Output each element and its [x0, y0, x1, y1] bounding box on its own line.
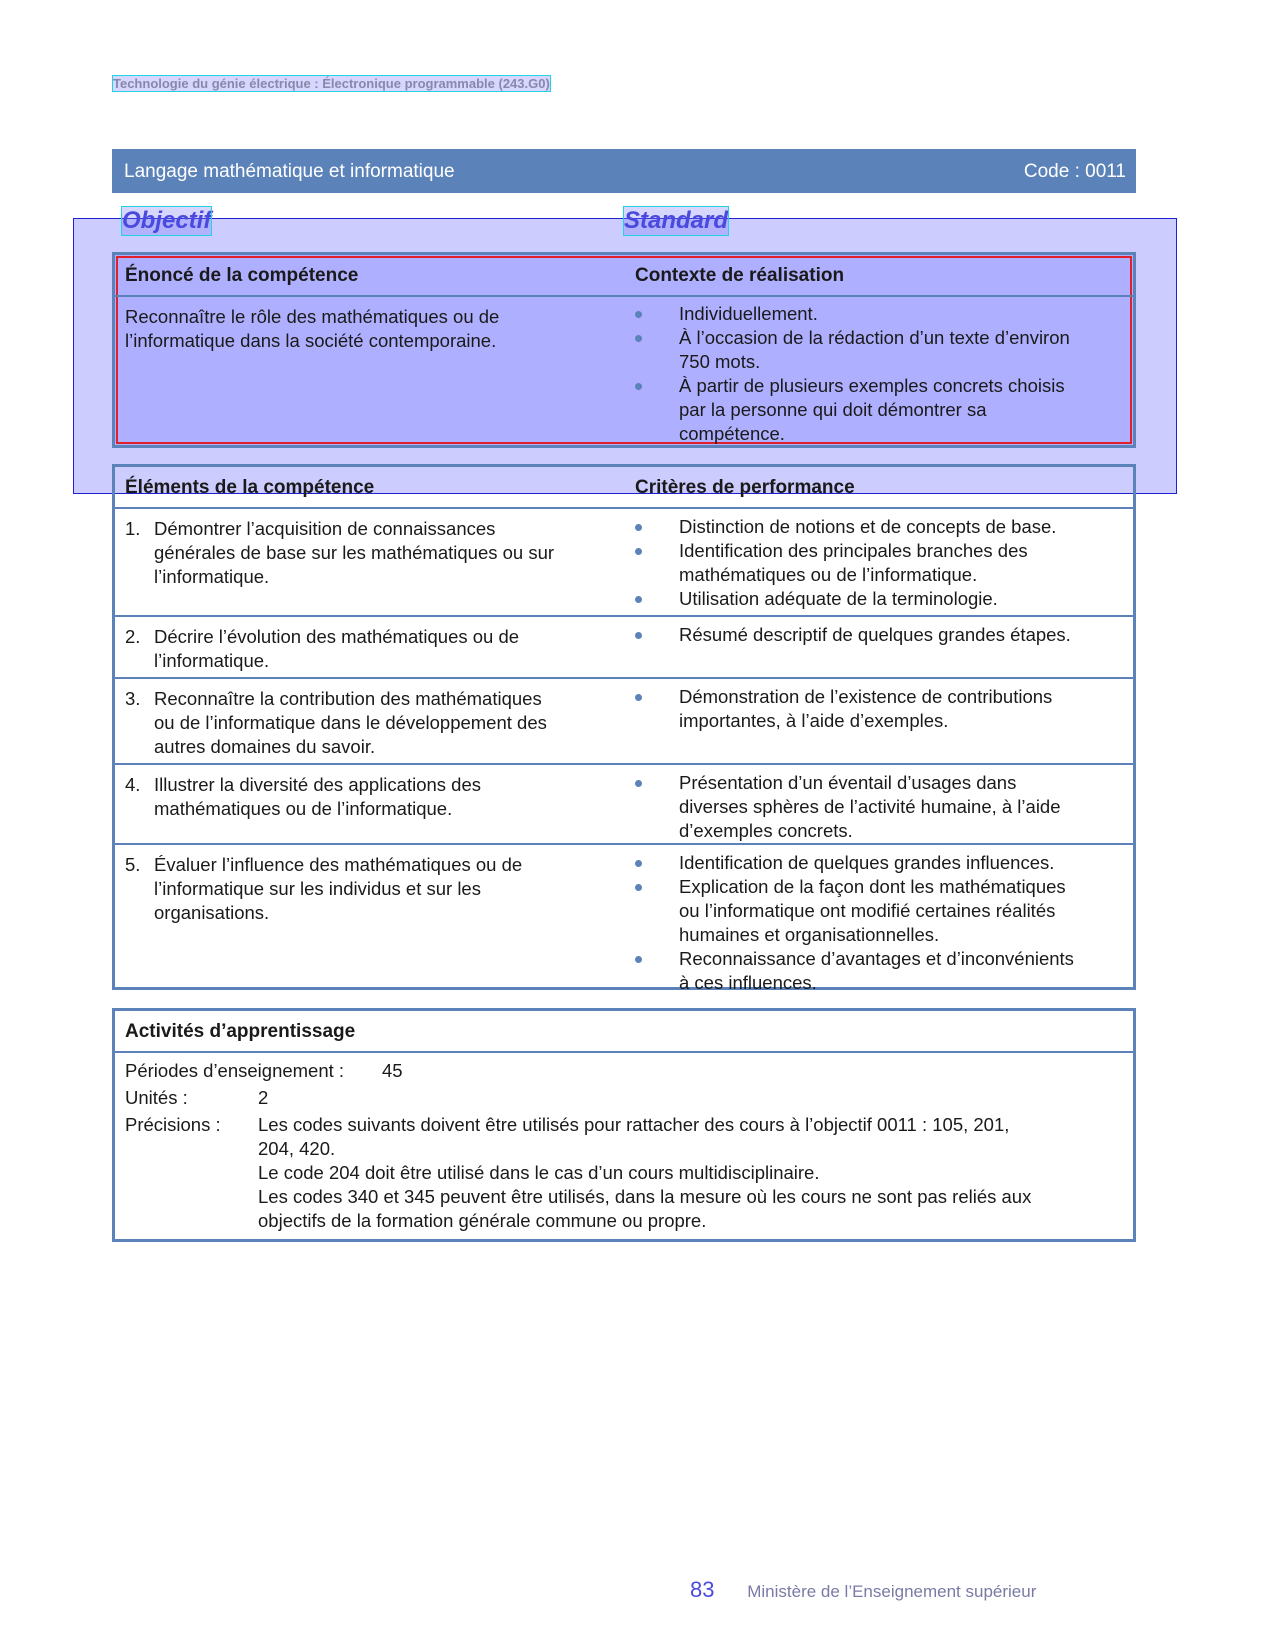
contexte-item: À partir de plusieurs exemples concrets choisis par la personne qui doit démontrer sa compétence.	[635, 374, 1127, 446]
activites-header	[115, 1011, 1133, 1053]
element-number: 2.	[125, 626, 141, 647]
bullet-icon	[635, 524, 642, 531]
precisions-label: Précisions :	[125, 1114, 221, 1135]
bullet-icon	[635, 884, 642, 891]
bullet-icon	[635, 548, 642, 555]
contexte-item: À l’occasion de la rédaction d’un texte d’environ 750 mots.	[635, 326, 1127, 374]
precisions-text: Les codes suivants doivent être utilisés pour rattacher des cours à l’objectif 0011 : 105, 201, 204, 420. Le code 204 doit être utilisé dans le cas d’un cours multidisciplinaire. Les codes 340 et 345 peuvent être utilisés, dans la mesure où les cours ne sont pas reliés aux objectifs de la formation générale commune ou propre.	[258, 1114, 1032, 1231]
criteria-item: Identification de quelques grandes influences.	[635, 851, 1127, 875]
elements-header	[115, 467, 1133, 509]
enonce-text	[125, 305, 499, 353]
bullet-icon	[635, 311, 642, 318]
activites-box	[112, 1008, 1136, 1242]
criteria-list	[635, 771, 1127, 843]
element-text: Démontrer l’acquisition de connaissances générales de base sur les mathématiques ou sur l’informatique.	[154, 518, 555, 587]
contexte-header: Contexte de réalisation	[635, 265, 845, 286]
criteria-list	[635, 685, 1127, 733]
element-row-5	[115, 845, 1133, 995]
contexte-item: Individuellement.	[635, 302, 1127, 326]
bullet-icon	[635, 335, 642, 342]
element-number: 3.	[125, 688, 141, 709]
course-title-bar	[112, 149, 1136, 193]
criteria-list	[635, 515, 1127, 611]
criteria-item: Présentation d’un éventail d’usages dans diverses sphères de l’activité humaine, à l’aide d’exemples concrets.	[635, 771, 1127, 843]
enonce-header: Énoncé de la compétence	[125, 265, 359, 286]
competence-box	[112, 252, 1136, 448]
element-row-3	[115, 679, 1133, 765]
contexte-list	[635, 302, 1127, 446]
criteria-list	[635, 623, 1127, 647]
element-number: 5.	[125, 854, 141, 875]
bullet-icon	[635, 956, 642, 963]
element-text: Évaluer l’influence des mathématiques ou de l’informatique sur les individus et sur les organisations.	[154, 854, 523, 923]
elements-header-left: Éléments de la compétence	[125, 477, 375, 498]
element-row-1	[115, 509, 1133, 617]
criteria-item: Démonstration de l’existence de contributions importantes, à l’aide d’exemples.	[635, 685, 1127, 733]
bullet-icon	[635, 694, 642, 701]
criteria-item: Reconnaissance d’avantages et d’inconvénients à ces influences.	[635, 947, 1127, 995]
bullet-icon	[635, 383, 642, 390]
criteria-item: Résumé descriptif de quelques grandes étapes.	[635, 623, 1127, 647]
criteria-item: Utilisation adéquate de la terminologie.	[635, 587, 1127, 611]
elements-box	[112, 464, 1136, 993]
enonce-line: Reconnaître le rôle des mathématiques ou de	[125, 306, 500, 327]
course-code: Code : 0011	[1023, 161, 1126, 182]
periodes-value: 45	[382, 1060, 403, 1081]
element-text: Décrire l’évolution des mathématiques ou de l’informatique.	[154, 626, 520, 671]
periodes-label: Périodes d’enseignement :	[125, 1060, 345, 1081]
page-number: 83	[690, 1577, 715, 1602]
section-standard: Standard	[624, 207, 729, 234]
bullet-icon	[635, 632, 642, 639]
criteria-item: Explication de la façon dont les mathématiques ou l’informatique ont modifié certaines réalités humaines et organisationnelles.	[635, 875, 1127, 947]
criteria-item: Distinction de notions et de concepts de base.	[635, 515, 1127, 539]
enonce-line: l’informatique dans la société contemporaine.	[125, 330, 497, 351]
bullet-icon	[635, 596, 642, 603]
course-title: Langage mathématique et informatique	[124, 161, 455, 182]
element-number: 1.	[125, 518, 141, 539]
criteria-list	[635, 851, 1127, 995]
unites-value: 2	[258, 1087, 269, 1108]
page-footer	[690, 1577, 1036, 1603]
program-header: Technologie du génie électrique : Électronique programmable (243.G0)	[113, 76, 550, 91]
criteria-header: Critères de performance	[635, 477, 855, 498]
ministry-name: Ministère de l’Enseignement supérieur	[747, 1582, 1037, 1601]
criteria-item: Identification des principales branches des mathématiques ou de l’informatique.	[635, 539, 1127, 587]
element-text: Illustrer la diversité des applications des mathématiques ou de l’informatique.	[154, 774, 481, 819]
element-text: Reconnaître la contribution des mathématiques ou de l’informatique dans le développement des autres domaines du savoir.	[154, 688, 547, 757]
element-row-4	[115, 765, 1133, 845]
bullet-icon	[635, 860, 642, 867]
element-number: 4.	[125, 774, 141, 795]
competence-header	[115, 255, 1133, 297]
activites-title: Activités d’apprentissage	[125, 1021, 356, 1042]
element-row-2	[115, 617, 1133, 679]
section-objectif: Objectif	[122, 207, 212, 234]
bullet-icon	[635, 780, 642, 787]
unites-label: Unités :	[125, 1087, 188, 1108]
